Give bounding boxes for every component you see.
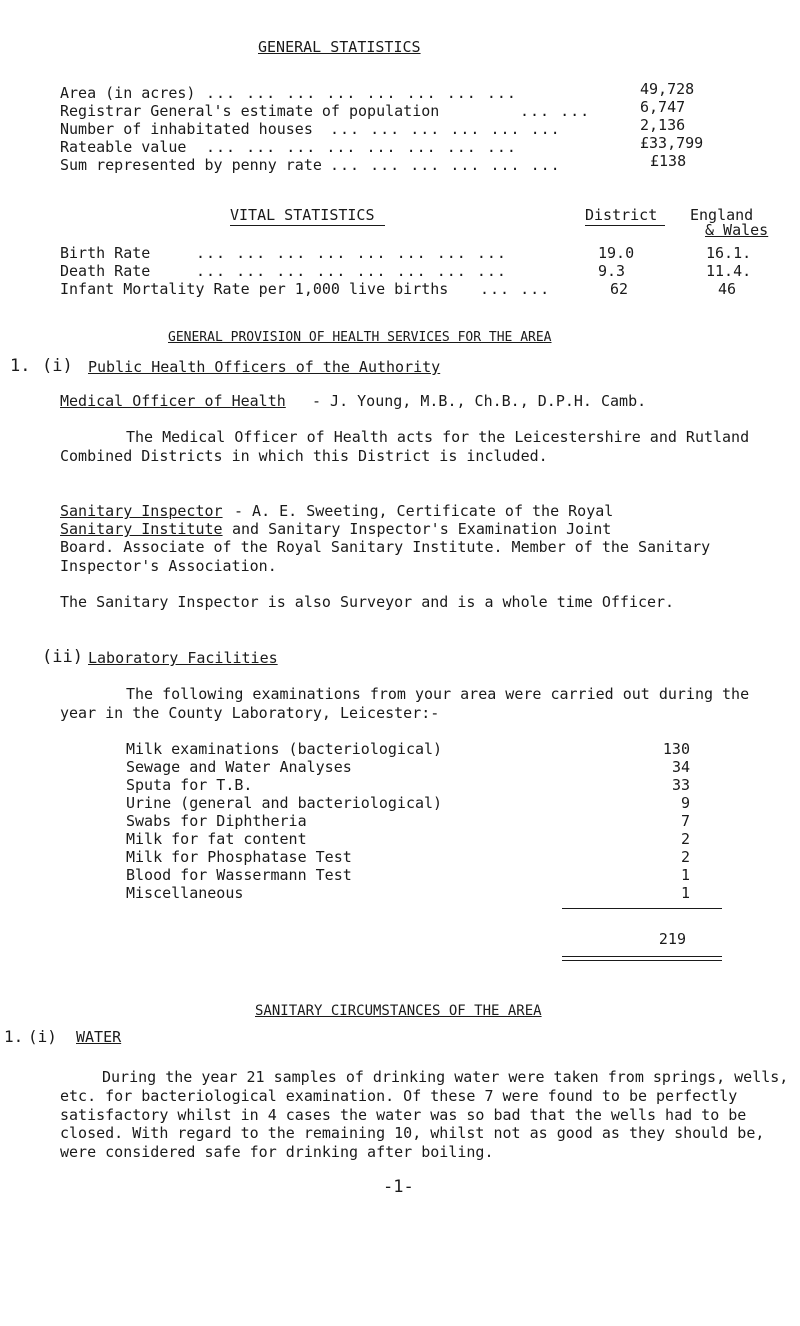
death-rate-england: 11.4. — [706, 262, 752, 280]
si-label: Sanitary Inspector — [60, 502, 223, 520]
leader-dots: ... ... ... ... ... ... — [330, 156, 561, 174]
infant-mortality-label: Infant Mortality Rate per 1,000 live births — [60, 280, 449, 298]
section-number: 1. — [4, 1027, 24, 1046]
lab-paragraph: The following examinations from your area were carried out during the year in the County Laboratory, Leicester:- — [60, 685, 750, 722]
stat-value-area: 49,728 — [640, 80, 695, 98]
vital-heading: VITAL STATISTICS — [230, 206, 375, 224]
birth-rate-district: 19.0 — [598, 244, 635, 262]
leader-dots: ... ... ... ... ... ... ... ... — [196, 244, 507, 262]
leader-dots: ... ... — [480, 280, 551, 298]
infant-mortality-district: 62 — [610, 280, 629, 298]
death-rate-label: Death Rate — [60, 262, 151, 280]
provision-heading: GENERAL PROVISION OF HEALTH SERVICES FOR THE AREA — [168, 330, 552, 345]
col-wales: & Wales — [705, 221, 769, 239]
stat-value-population: 6,747 — [640, 98, 686, 116]
lab-item-value: 2 — [680, 848, 690, 866]
leader-dots: ... ... ... ... ... ... ... ... — [206, 138, 517, 156]
heading-underline — [230, 225, 385, 226]
lab-item: Milk for Phosphatase Test — [126, 848, 352, 866]
si-text-2: and Sanitary Inspector's Examination Joint — [232, 520, 612, 538]
lab-item-value: 1 — [680, 866, 690, 884]
birth-rate-label: Birth Rate — [60, 244, 151, 262]
stat-value-rateable: £33,799 — [640, 134, 704, 152]
death-rate-district: 9.3 — [598, 262, 626, 280]
sanitary-heading: SANITARY CIRCUMSTANCES OF THE AREA — [255, 1003, 542, 1019]
total-rule — [562, 908, 722, 909]
lab-heading: Laboratory Facilities — [88, 649, 278, 667]
stat-label-population: Registrar General's estimate of population — [60, 102, 440, 120]
moh-value: - J. Young, M.B., Ch.B., D.P.H. Camb. — [312, 392, 647, 410]
lab-item: Sewage and Water Analyses — [126, 758, 352, 776]
leader-dots: ... ... ... ... ... ... ... ... — [206, 84, 517, 102]
si-paragraph: The Sanitary Inspector is also Surveyor and is a whole time Officer. — [60, 593, 675, 611]
subsection-number: (i) — [28, 1027, 57, 1046]
page-heading: GENERAL STATISTICS — [258, 38, 421, 56]
infant-mortality-england: 46 — [718, 280, 737, 298]
stat-label-area: Area (in acres) — [60, 84, 196, 102]
lab-item-value: 7 — [680, 812, 690, 830]
moh-paragraph: The Medical Officer of Health acts for the Leicestershire and Rutland Combined Districts in which this District is included. — [60, 428, 750, 465]
lab-item-value: 2 — [680, 830, 690, 848]
lab-item: Urine (general and bacteriological) — [126, 794, 443, 812]
col-england: England — [690, 206, 754, 224]
birth-rate-england: 16.1. — [706, 244, 752, 262]
lab-item: Miscellaneous — [126, 884, 244, 902]
lab-item-value: 130 — [662, 740, 690, 758]
total-double-rule — [562, 956, 722, 957]
si-text-1: - A. E. Sweeting, Certificate of the Royal — [234, 502, 614, 520]
stat-label-houses: Number of inhabitated houses — [60, 120, 313, 138]
stat-label-penny-rate: Sum represented by penny rate — [60, 156, 322, 174]
lab-item: Sputa for T.B. — [126, 776, 253, 794]
water-heading: WATER — [76, 1028, 122, 1046]
si-label-2: Sanitary Institute — [60, 520, 223, 538]
leader-dots: ... ... ... ... ... ... ... ... — [196, 262, 507, 280]
lab-item-value: 1 — [680, 884, 690, 902]
lab-item: Milk for fat content — [126, 830, 307, 848]
si-text-3: Board. Associate of the Royal Sanitary Institute. Member of the Sanitary Inspector's Association. — [60, 538, 711, 575]
lab-item-value: 34 — [671, 758, 690, 776]
section-number: 1. — [10, 356, 31, 376]
total-double-rule — [562, 960, 722, 961]
lab-item: Blood for Wassermann Test — [126, 866, 352, 884]
lab-item-value: 33 — [671, 776, 690, 794]
moh-label: Medical Officer of Health — [60, 392, 286, 410]
lab-item: Milk examinations (bacteriological) — [126, 740, 443, 758]
col-district: District — [585, 206, 658, 224]
stat-value-penny-rate: £138 — [650, 152, 687, 170]
leader-dots: ... ... — [520, 102, 591, 120]
lab-item: Swabs for Diphtheria — [126, 812, 307, 830]
stat-label-rateable: Rateable value — [60, 138, 187, 156]
subsection-number: (ii) — [42, 647, 83, 667]
column-underline — [585, 225, 665, 226]
lab-total: 219 — [658, 930, 686, 948]
subsection-number: (i) — [42, 356, 73, 376]
leader-dots: ... ... ... ... ... ... — [330, 120, 561, 138]
water-paragraph: During the year 21 samples of drinking water were taken from springs, wells, etc. for bacteriological examination. Of these 7 were found to be perfectly satisfactory whilst in 4 cases the water was so bad that the wells had to be closed. With regard to the remaining 10, whilst not as good as they should be, were considered safe for drinking after boiling. — [60, 1068, 789, 1161]
officers-heading: Public Health Officers of the Authority — [88, 358, 441, 376]
lab-item-value: 9 — [680, 794, 690, 812]
page-number: -1- — [383, 1177, 414, 1197]
stat-value-houses: 2,136 — [640, 116, 686, 134]
